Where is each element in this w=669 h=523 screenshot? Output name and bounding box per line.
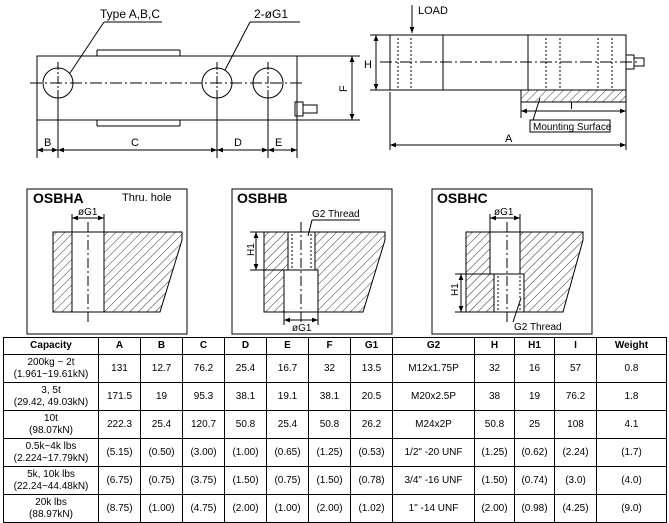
- table-cell: 76.2: [183, 355, 225, 383]
- table-cell: 25: [515, 411, 555, 439]
- table-cell: 16: [515, 355, 555, 383]
- table-cell: (4.75): [183, 495, 225, 523]
- table-cell: M12x1.75P: [393, 355, 475, 383]
- table-cell: (0.75): [267, 467, 309, 495]
- table-cell: 19: [141, 383, 183, 411]
- table-cell: (0.53): [351, 439, 393, 467]
- table-cell: (4.0): [597, 467, 667, 495]
- table-row: [4, 355, 667, 383]
- table-cell: (3.75): [183, 467, 225, 495]
- osbhc-thread: G2 Thread: [514, 322, 562, 333]
- table-row: [4, 411, 667, 439]
- dim-a: A: [505, 133, 513, 145]
- table-cell: (2.00): [309, 495, 351, 523]
- col-d: D: [225, 338, 267, 355]
- dim-b: B: [44, 137, 52, 149]
- table-cell: (0.78): [351, 467, 393, 495]
- detail-osbha: [27, 189, 187, 334]
- dim-c: C: [131, 137, 139, 149]
- table-cell: (1.50): [225, 467, 267, 495]
- table-cell: (5.15): [99, 439, 141, 467]
- table-cell: 25.4: [267, 411, 309, 439]
- col-e: E: [267, 338, 309, 355]
- table-cell: 57: [555, 355, 597, 383]
- table-cell: (0.62): [515, 439, 555, 467]
- capacity-cell: 10t (98.07kN): [4, 411, 99, 439]
- table-cell: (6.75): [99, 467, 141, 495]
- mounting-surface-hatch: [521, 90, 626, 102]
- table-cell: 26.2: [351, 411, 393, 439]
- table-cell: 0.8: [597, 355, 667, 383]
- table-cell: 13.5: [351, 355, 393, 383]
- table-cell: (1.00): [267, 495, 309, 523]
- table-cell: (0.74): [515, 467, 555, 495]
- col-i: I: [555, 338, 597, 355]
- table-cell: 38: [475, 383, 515, 411]
- col-a: A: [99, 338, 141, 355]
- table-row: [4, 383, 667, 411]
- g1-holes-label: 2-øG1: [254, 7, 289, 21]
- osbhb-title: OSBHB: [237, 190, 288, 206]
- table-cell: (3.00): [183, 439, 225, 467]
- table-cell: (2.24): [555, 439, 597, 467]
- col-g2: G2: [393, 338, 475, 355]
- dim-i: I: [570, 100, 574, 112]
- table-cell: 25.4: [141, 411, 183, 439]
- table-cell: (1.00): [225, 439, 267, 467]
- osbhc-h1: H1: [450, 283, 461, 296]
- table-cell: (9.0): [597, 495, 667, 523]
- table-cell: 4.1: [597, 411, 667, 439]
- osbha-title: OSBHA: [33, 190, 84, 206]
- table-cell: 1" -14 UNF: [393, 495, 475, 523]
- osbhc-title: OSBHC: [437, 190, 488, 206]
- col-g1: G1: [351, 338, 393, 355]
- table-row: [4, 439, 667, 467]
- table-cell: 32: [309, 355, 351, 383]
- table-cell: 95.3: [183, 383, 225, 411]
- table-cell: 222.3: [99, 411, 141, 439]
- table-cell: 12.7: [141, 355, 183, 383]
- top-view-body: [37, 56, 297, 120]
- table-cell: 25.4: [225, 355, 267, 383]
- col-f: F: [309, 338, 351, 355]
- table-cell: (8.75): [99, 495, 141, 523]
- osbhc-g1: øG1: [494, 207, 514, 218]
- col-c: C: [183, 338, 225, 355]
- osbhb-h1: H1: [246, 243, 257, 256]
- table-cell: 38.1: [225, 383, 267, 411]
- capacity-cell: 5k, 10k lbs (22.24~44.48kN): [4, 467, 99, 495]
- top-view: [30, 22, 360, 158]
- table-row: [4, 467, 667, 495]
- table-cell: (1.02): [351, 495, 393, 523]
- table-cell: (0.50): [141, 439, 183, 467]
- col-b: B: [141, 338, 183, 355]
- table-cell: 3/4" -16 UNF: [393, 467, 475, 495]
- table-cell: (3.0): [555, 467, 597, 495]
- table-cell: 108: [555, 411, 597, 439]
- table-cell: 131: [99, 355, 141, 383]
- col-h: H: [475, 338, 515, 355]
- table-cell: (1.00): [141, 495, 183, 523]
- osbhb-thread: G2 Thread: [312, 209, 360, 220]
- col-weight: Weight: [597, 338, 667, 355]
- capacity-cell: 3, 5t (29.42, 49.03kN): [4, 383, 99, 411]
- table-cell: 19.1: [267, 383, 309, 411]
- table-cell: 76.2: [555, 383, 597, 411]
- table-cell: 1/2" -20 UNF: [393, 439, 475, 467]
- capacity-cell: 200kg ~ 2t (1.961~19.61kN): [4, 355, 99, 383]
- table-cell: (1.25): [475, 439, 515, 467]
- table-cell: (2.00): [475, 495, 515, 523]
- osbha-g1: øG1: [78, 207, 98, 218]
- table-row: [4, 495, 667, 523]
- table-cell: 171.5: [99, 383, 141, 411]
- col-capacity: Capacity: [4, 338, 99, 355]
- mounting-label: Mounting Surface: [533, 122, 612, 133]
- osbha-note: Thru. hole: [122, 192, 172, 204]
- table-cell: 38.1: [309, 383, 351, 411]
- capacity-cell: 0.5k~4k lbs (2.224~17.79kN): [4, 439, 99, 467]
- table-cell: 19: [515, 383, 555, 411]
- type-label: Type A,B,C: [100, 7, 161, 21]
- dim-d: D: [234, 137, 242, 149]
- table-cell: 50.8: [225, 411, 267, 439]
- osbhb-g1: øG1: [292, 323, 312, 334]
- dim-e: E: [275, 137, 283, 149]
- table-cell: (0.65): [267, 439, 309, 467]
- table-cell: (4.25): [555, 495, 597, 523]
- table-cell: 120.7: [183, 411, 225, 439]
- table-cell: (1.50): [309, 467, 351, 495]
- table-cell: M24x2P: [393, 411, 475, 439]
- capacity-cell: 20k lbs (88.97kN): [4, 495, 99, 523]
- dim-f: F: [338, 85, 350, 92]
- table-cell: (0.98): [515, 495, 555, 523]
- table-cell: 32: [475, 355, 515, 383]
- load-label: LOAD: [418, 5, 448, 17]
- table-cell: (1.7): [597, 439, 667, 467]
- table-cell: M20x2.5P: [393, 383, 475, 411]
- spec-table: [3, 337, 667, 523]
- table-cell: (1.25): [309, 439, 351, 467]
- table-cell: 16.7: [267, 355, 309, 383]
- table-cell: (2.00): [225, 495, 267, 523]
- table-cell: (0.75): [141, 467, 183, 495]
- table-cell: (1.50): [475, 467, 515, 495]
- table-cell: 20.5: [351, 383, 393, 411]
- dim-h: H: [364, 59, 372, 71]
- table-cell: 1.8: [597, 383, 667, 411]
- col-h1: H1: [515, 338, 555, 355]
- table-cell: 50.8: [475, 411, 515, 439]
- table-cell: 50.8: [309, 411, 351, 439]
- table-header-row: [4, 338, 667, 355]
